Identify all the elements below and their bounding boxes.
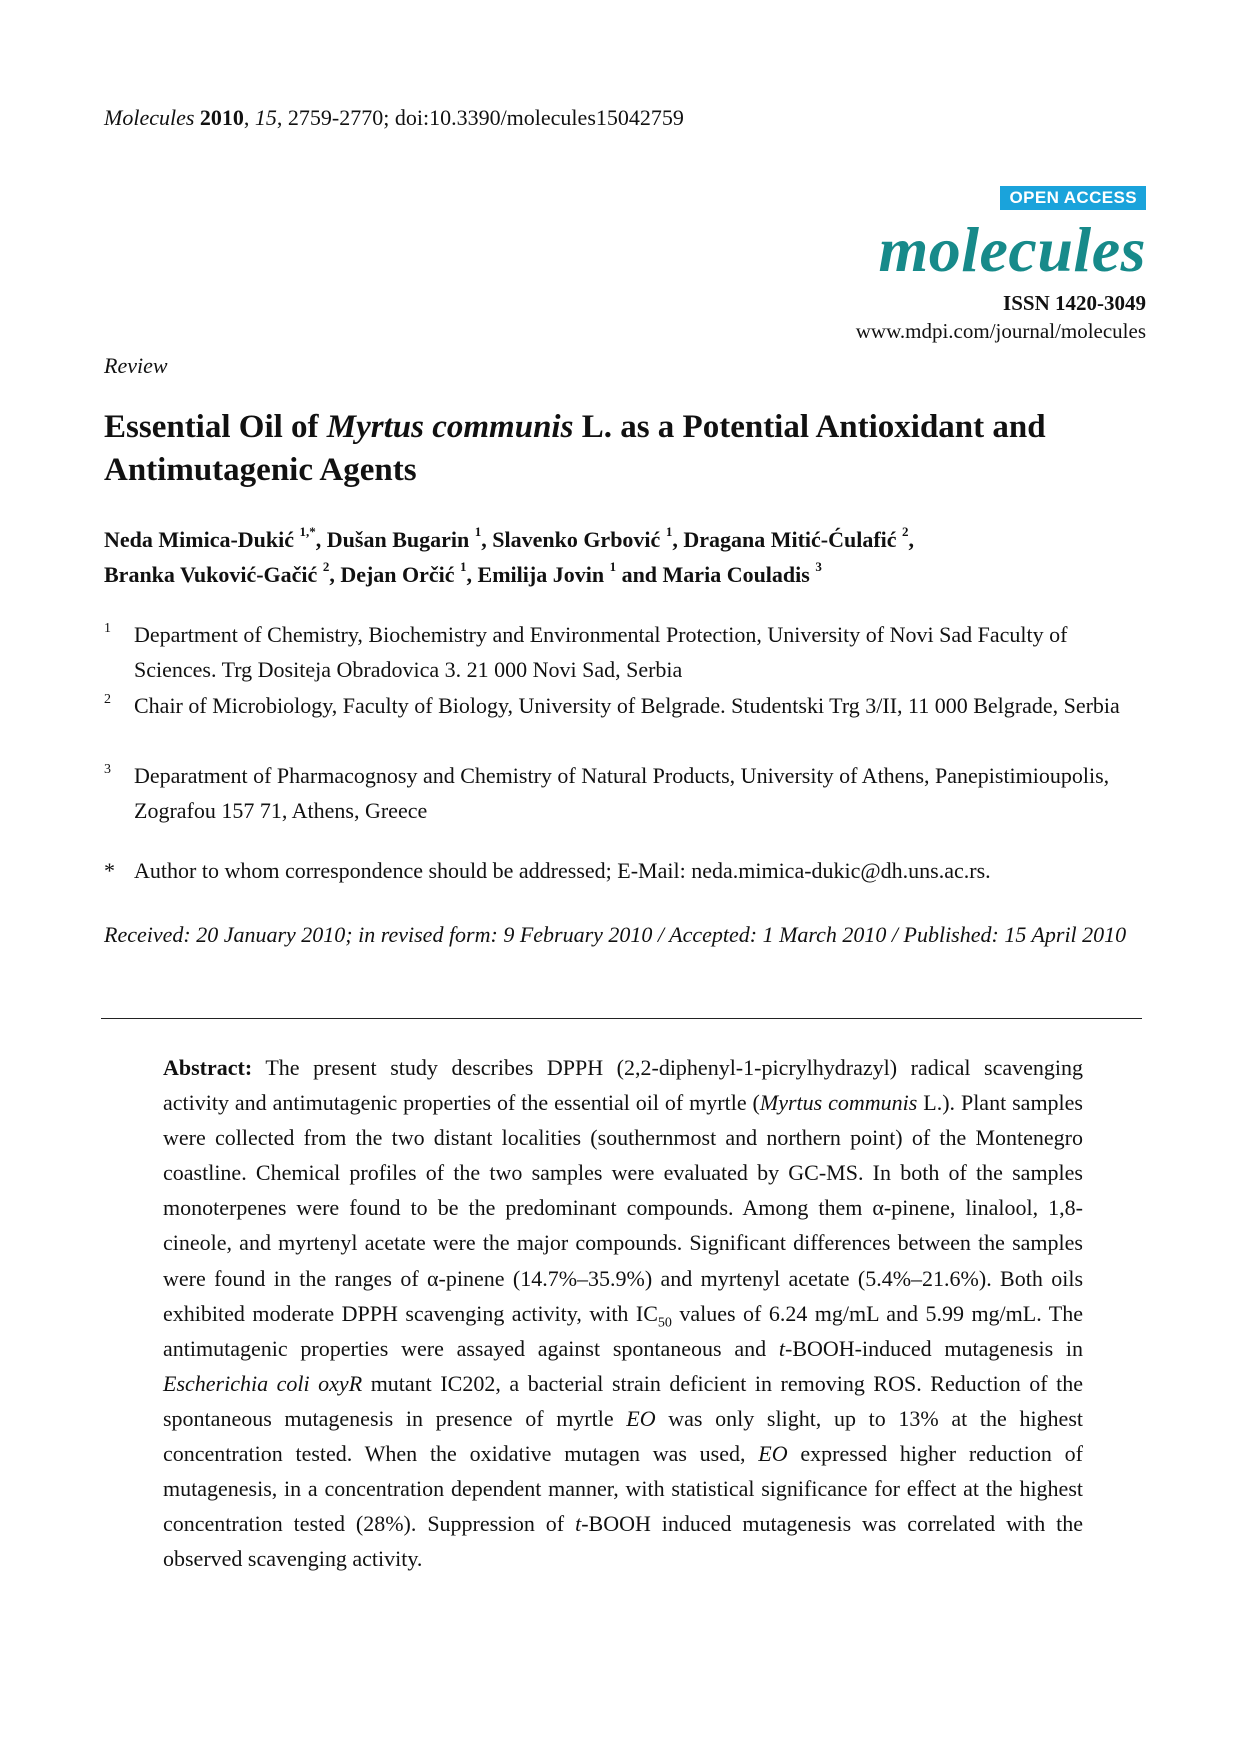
correspondence-mark: * — [104, 858, 115, 883]
correspondence-note — [104, 856, 1144, 886]
author-affiliation-mark: 1 — [609, 558, 617, 574]
affiliation-number: 1 — [104, 621, 111, 636]
citation-pages-doi: , 2759-2770; doi:10.3390/molecules15042759 — [276, 105, 684, 130]
article-type: Review — [104, 353, 168, 378]
journal-url[interactable]: www.mdpi.com/journal/molecules — [855, 319, 1146, 343]
issn: ISSN 1420-3049 — [1003, 291, 1146, 315]
abstract-organism: Escherichia coli oxyR — [163, 1370, 363, 1396]
citation-year: 2010 — [199, 105, 244, 130]
author-affiliation-mark: 1,* — [299, 523, 316, 539]
citation-line: Molecules 2010, 15, 2759-2770; doi:10.3390/molecules15042759 — [104, 105, 684, 130]
affiliation-number: 2 — [104, 692, 111, 707]
author-list: Neda Mimica-Dukić $^{1,*}$, Dušan Bugarin $^1$, Slavenko Grbović $^1$, Dragana Mitić-Ćulafić $^2$, Branka Vuković-Gačić $^2$, Dejan Orčić $^1$, Emilija Jovin $^1$ and Maria Couladis $^3$ — [104, 523, 915, 587]
title-part-1: Essential Oil of — [104, 409, 327, 445]
author-name: Maria Couladis — [662, 562, 810, 587]
affiliation-1 — [104, 617, 1144, 687]
journal-logo: molecules — [878, 214, 1146, 285]
author-name: Slavenko Grbović — [492, 527, 661, 552]
title-species: Myrtus communis — [326, 409, 574, 445]
section-divider — [101, 1018, 1142, 1019]
author-name: Branka Vuković-Gačić — [104, 562, 318, 587]
open-access-badge: OPEN ACCESS — [1000, 186, 1146, 210]
author-affiliation-mark: 1 — [665, 523, 673, 539]
author-affiliation-mark: 2 — [902, 523, 909, 539]
publication-dates: Received: 20 January 2010; in revised form: 9 February 2010 / Accepted: 1 March 2010 / Published: 15 April 2010 — [104, 922, 1127, 947]
author-affiliation-mark: 2 — [322, 558, 330, 574]
affiliation-text: Chair of Microbiology, Faculty of Biology, University of Belgrade. Studentski Trg 3/II, 11 000 Belgrade, Serbia — [134, 693, 1120, 718]
affiliation-text: Deparatment of Pharmacognosy and Chemistry of Natural Products, University of Athens, Panepistimioupolis, Zografou 157 71, Athens, Greece — [134, 763, 1110, 823]
affiliation-3 — [104, 758, 1144, 828]
author-affiliation-mark: 3 — [815, 558, 822, 574]
citation-journal: Molecules — [104, 105, 195, 130]
correspondence-text: Author to whom correspondence should be addressed; E-Mail: neda.mimica-dukic@dh.uns.ac.rs. — [134, 858, 991, 883]
author-name: Emilija Jovin — [477, 562, 605, 587]
author-affiliation-mark: 1 — [460, 558, 467, 574]
author-name: Dušan Bugarin — [326, 527, 470, 552]
affiliation-text: Department of Chemistry, Biochemistry and Environmental Protection, University of Novi Sad Faculty of Sciences. Trg Dositeja Obradovica 3. 21 000 Novi Sad, Serbia — [134, 622, 1068, 682]
abstract-label: Abstract: — [163, 1055, 253, 1080]
citation-volume: 15 — [254, 105, 277, 130]
author-name: Neda Mimica-Dukić — [104, 527, 295, 552]
author-name: Dragana Mitić-Ćulafić — [683, 527, 897, 552]
abstract-species: Myrtus communis — [759, 1090, 918, 1116]
affiliation-number: 3 — [104, 762, 111, 777]
affiliation-2 — [104, 688, 1144, 723]
abstract-paragraph: Abstract: The present study describes DPPH (2,2-diphenyl-1-picrylhydrazyl) radical scavenging activity and antimutagenic properties of the essential oil of myrtle (Myrtus communis L.). Plant samples were collected from the two distant localities (southernmost and northern point) of the Montenegro coastline. Chemical profiles of the two samples were evaluated by GC-MS. In both of the samples monoterpenes were found to be the predominant compounds. Among them α-pinene, linalool, 1,8-cineole, and myrtenyl acetate were the major compounds. Significant differences between the samples were found in the ranges of α-pinene (14.7%–35.9%) and myrtenyl acetate (5.4%–21.6%). Both oils exhibited moderate DPPH scavenging activity, with $IC_{50}$ values of 6.24 mg/mL and 5.99 mg/mL. The antimutagenic properties were assayed against spontaneous and t-BOOH-induced mutagenesis in Escherichia coli oxyR mutant IC202, a bacterial strain deficient in removing ROS. Reduction of the spontaneous mutagenesis in presence of myrtle EO was only slight, up to 13% at the highest concentration tested. When the oxidative mutagen was used, EO expressed higher reduction of mutagenesis, in a concentration dependent manner, with statistical significance for effect at the highest concentration tested (28%). Suppression of t-BOOH induced mutagenesis was correlated with the observed scavenging activity. — [163, 1055, 1084, 1572]
title-part-2: L. as a Potential Antioxidant and Antimutagenic Agents — [104, 409, 1046, 488]
author-affiliation-mark: 1 — [474, 523, 482, 539]
article-title — [104, 406, 1144, 492]
author-name: Dejan Orčić — [340, 562, 455, 587]
